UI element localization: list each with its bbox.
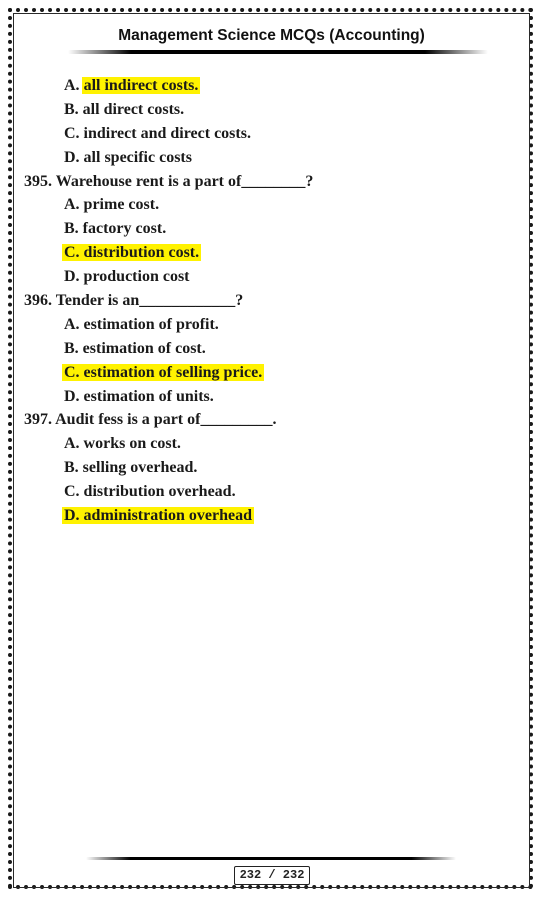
option-line [24,74,504,98]
option-text: C. distribution overhead. [64,483,236,501]
option-line [24,480,504,504]
option-line [24,313,504,337]
highlighted-answer: C. distribution cost. [64,244,200,262]
question-text: 396. Tender is an____________? [24,292,244,310]
page-title: Management Science MCQs (Accounting) [118,27,425,44]
option-text: A. estimation of profit. [64,315,219,333]
option-line [24,193,504,217]
option-line [24,265,504,289]
option-line [24,122,504,146]
option-line [24,456,504,480]
option-text: A. works on cost. [64,435,181,453]
option-text: B. estimation of cost. [64,339,206,357]
option-line [24,98,504,122]
option-text: B. selling overhead. [64,459,198,477]
option-line [24,217,504,241]
question-text: 395. Warehouse rent is a part of________? [24,172,314,190]
option-text: C. indirect and direct costs. [64,124,251,142]
highlighted-answer: D. administration overhead [64,507,252,525]
option-text: D. production cost [64,268,190,286]
option-text: D. all specific costs [64,148,192,166]
page-number-badge: 232 / 232 [234,866,310,885]
option-text: A. prime cost. [64,196,160,214]
option-line [24,385,504,409]
question-line [24,408,504,432]
mcq-list [24,74,504,528]
question-text: 397. Audit fess is a part of_________. [24,411,277,429]
option-line [24,504,504,528]
footer-divider [86,857,456,860]
option-line [24,337,504,361]
highlighted-answer: C. estimation of selling price. [64,363,263,381]
option-text: B. factory cost. [64,220,167,238]
option-text: D. estimation of units. [64,387,214,405]
option-line [24,432,504,456]
option-line [24,241,504,265]
option-line [24,146,504,170]
option-text: B. all direct costs. [64,100,185,118]
header-divider [68,50,488,54]
option-line [24,361,504,385]
highlighted-answer: all indirect costs. [83,77,199,94]
option-label: A. [64,77,80,94]
question-line [24,289,504,313]
question-line [24,170,504,194]
